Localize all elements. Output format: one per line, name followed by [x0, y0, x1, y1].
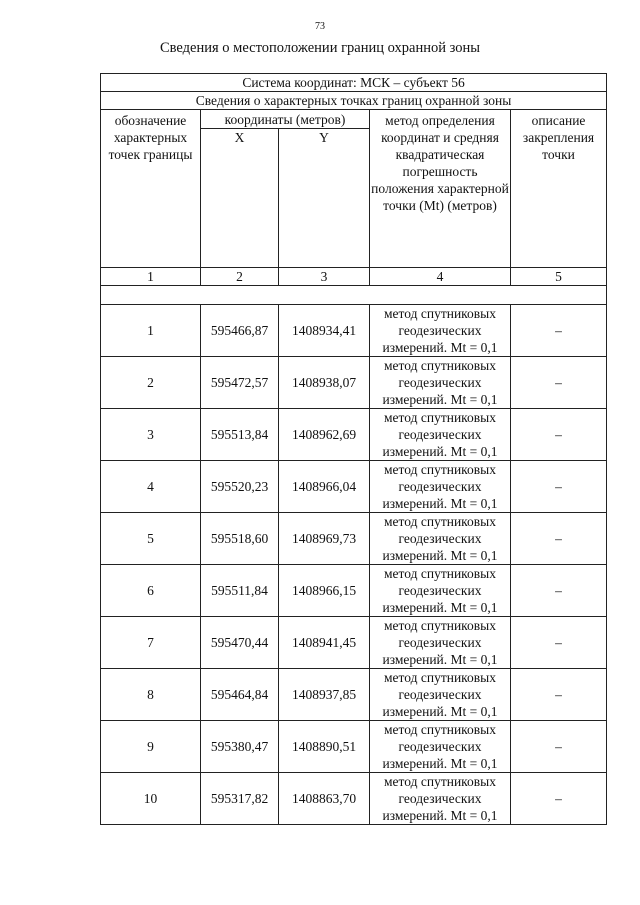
column-number: 5: [511, 268, 607, 286]
point-description: –: [511, 721, 607, 773]
point-description: –: [511, 461, 607, 513]
x-coordinate: 595380,47: [201, 721, 279, 773]
table-subtitle: Сведения о характерных точках границ охранной зоны: [101, 92, 607, 110]
x-coordinate: 595520,23: [201, 461, 279, 513]
y-coordinate: 1408966,15: [279, 565, 370, 617]
x-coordinate: 595511,84: [201, 565, 279, 617]
point-description: –: [511, 617, 607, 669]
header-coordinates: координаты (метров): [201, 110, 370, 129]
point-description: –: [511, 669, 607, 721]
x-coordinate: 595317,82: [201, 773, 279, 825]
column-number: 2: [201, 268, 279, 286]
method: метод спутниковых геодезических измерений. Mt = 0,1: [370, 565, 511, 617]
x-coordinate: 595518,60: [201, 513, 279, 565]
table-row: [101, 773, 607, 825]
point-id: 7: [101, 617, 201, 669]
column-number: 4: [370, 268, 511, 286]
header-method: метод определения координат и средняя квадратическая погрешность положения характерной точки (Mt) (метров): [370, 110, 511, 268]
table-row: [101, 305, 607, 357]
point-id: 1: [101, 305, 201, 357]
method: метод спутниковых геодезических измерений. Mt = 0,1: [370, 773, 511, 825]
point-id: 4: [101, 461, 201, 513]
point-id: 8: [101, 669, 201, 721]
header-x: X: [201, 129, 279, 268]
header-row: [101, 110, 607, 129]
x-coordinate: 595513,84: [201, 409, 279, 461]
y-coordinate: 1408863,70: [279, 773, 370, 825]
point-description: –: [511, 409, 607, 461]
header-description: описание закрепления точки: [511, 110, 607, 268]
point-id: 10: [101, 773, 201, 825]
column-number: 3: [279, 268, 370, 286]
point-id: 6: [101, 565, 201, 617]
header-point-designation: обозначение характерных точек границы: [101, 110, 201, 268]
x-coordinate: 595470,44: [201, 617, 279, 669]
boundary-points-table: [100, 73, 607, 825]
x-coordinate: 595466,87: [201, 305, 279, 357]
method: метод спутниковых геодезических измерений. Mt = 0,1: [370, 721, 511, 773]
table-row: [101, 409, 607, 461]
point-id: 3: [101, 409, 201, 461]
y-coordinate: 1408938,07: [279, 357, 370, 409]
y-coordinate: 1408941,45: [279, 617, 370, 669]
column-number: 1: [101, 268, 201, 286]
column-numbers-row: [101, 268, 607, 286]
y-coordinate: 1408966,04: [279, 461, 370, 513]
point-id: 9: [101, 721, 201, 773]
coordinate-system: Система координат: МСК – субъект 56: [101, 74, 607, 92]
table-row: [101, 669, 607, 721]
point-id: 5: [101, 513, 201, 565]
table-row: [101, 461, 607, 513]
y-coordinate: 1408969,73: [279, 513, 370, 565]
y-coordinate: 1408934,41: [279, 305, 370, 357]
blank-row: [101, 286, 607, 305]
method: метод спутниковых геодезических измерений. Mt = 0,1: [370, 409, 511, 461]
table-row: [101, 357, 607, 409]
x-coordinate: 595472,57: [201, 357, 279, 409]
method: метод спутниковых геодезических измерений. Mt = 0,1: [370, 305, 511, 357]
point-description: –: [511, 513, 607, 565]
point-description: –: [511, 773, 607, 825]
point-description: –: [511, 357, 607, 409]
method: метод спутниковых геодезических измерений. Mt = 0,1: [370, 461, 511, 513]
point-id: 2: [101, 357, 201, 409]
method: метод спутниковых геодезических измерений. Mt = 0,1: [370, 669, 511, 721]
table-row: [101, 565, 607, 617]
table-row: [101, 617, 607, 669]
blank-cell: [101, 286, 607, 305]
point-description: –: [511, 565, 607, 617]
y-coordinate: 1408890,51: [279, 721, 370, 773]
y-coordinate: 1408962,69: [279, 409, 370, 461]
header-y: Y: [279, 129, 370, 268]
table-row: [101, 721, 607, 773]
table-row: [101, 513, 607, 565]
table-subtitle-row: [101, 92, 607, 110]
point-description: –: [511, 305, 607, 357]
method: метод спутниковых геодезических измерений. Mt = 0,1: [370, 617, 511, 669]
x-coordinate: 595464,84: [201, 669, 279, 721]
document-title: Сведения о местоположении границ охранной зоны: [159, 40, 480, 56]
method: метод спутниковых геодезических измерений. Mt = 0,1: [370, 357, 511, 409]
method: метод спутниковых геодезических измерений. Mt = 0,1: [370, 513, 511, 565]
coordinate-system-row: [101, 74, 607, 92]
y-coordinate: 1408937,85: [279, 669, 370, 721]
page-number: 73: [315, 21, 325, 32]
